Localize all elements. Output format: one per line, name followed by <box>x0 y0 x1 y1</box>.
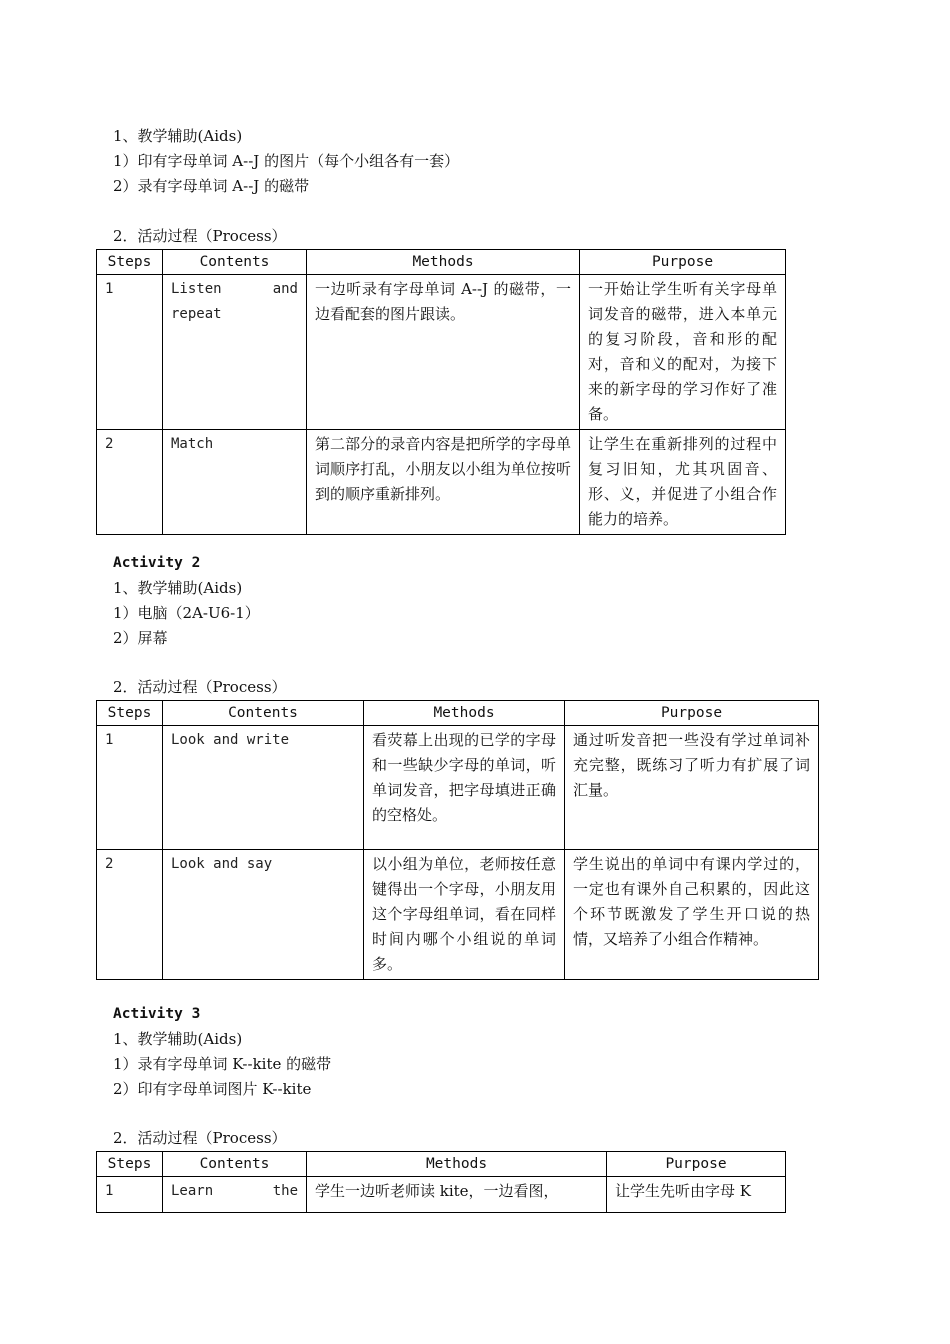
table-header-row <box>97 250 786 275</box>
methods-cell: 以小组为单位，老师按任意键得出一个字母，小朋友用这个字母组单词，看在同样时间内哪个小组说的单词多。 <box>364 850 565 980</box>
process-heading-3: 2．活动过程（Process） <box>113 1129 287 1147</box>
header-purpose: Purpose <box>565 701 819 726</box>
contents-cell: Look and write <box>163 726 364 850</box>
step-cell: 2 <box>97 430 163 535</box>
purpose-cell: 让学生先听由字母 K <box>607 1177 786 1213</box>
table-header-row <box>97 1152 786 1177</box>
aids-item: 1）印有字母单词 A--J 的图片（每个小组各有一套） <box>113 152 460 170</box>
activity-title-2: Activity 2 <box>113 555 201 571</box>
table-row <box>97 1177 786 1213</box>
header-contents: Contents <box>163 1152 307 1177</box>
activity-title-3: Activity 3 <box>113 1006 201 1022</box>
purpose-cell: 学生说出的单词中有课内学过的，一定也有课外自己积累的，因此这个环节既激发了学生开口说的热情，又培养了小组合作精神。 <box>565 850 819 980</box>
methods-cell: 学生一边听老师读 kite，一边看图， <box>307 1177 607 1213</box>
aids-item: 2）印有字母单词图片 K--kite <box>113 1080 312 1098</box>
purpose-cell: 通过听发音把一些没有学过单词补充完整，既练习了听力有扩展了词汇量。 <box>565 726 819 850</box>
table-header-row <box>97 701 819 726</box>
table-row <box>97 430 786 535</box>
contents-cell: Learn the <box>163 1177 307 1213</box>
table-row <box>97 850 819 980</box>
step-cell: 1 <box>97 1177 163 1213</box>
step-cell: 1 <box>97 726 163 850</box>
process-table-2 <box>96 700 819 980</box>
header-steps: Steps <box>97 701 163 726</box>
process-heading-2: 2．活动过程（Process） <box>113 678 287 696</box>
process-heading-1: 2．活动过程（Process） <box>113 227 287 245</box>
contents-cell: Look and say <box>163 850 364 980</box>
header-purpose: Purpose <box>607 1152 786 1177</box>
process-table-3 <box>96 1151 786 1213</box>
header-contents: Contents <box>163 701 364 726</box>
methods-cell: 一边听录有字母单词 A--J 的磁带，一边看配套的图片跟读。 <box>307 275 580 430</box>
methods-cell: 看荧幕上出现的已学的字母和一些缺少字母的单词，听单词发音，把字母填进正确的空格处。 <box>364 726 565 850</box>
methods-cell: 第二部分的录音内容是把所学的字母单词顺序打乱，小朋友以小组为单位按听到的顺序重新排列。 <box>307 430 580 535</box>
table-row <box>97 726 819 850</box>
step-cell: 2 <box>97 850 163 980</box>
header-methods: Methods <box>307 250 580 275</box>
aids-item: 2）录有字母单词 A--J 的磁带 <box>113 177 310 195</box>
aids-heading-2: 1、教学辅助(Aids) <box>113 579 243 597</box>
header-contents: Contents <box>163 250 307 275</box>
table-row <box>97 275 786 430</box>
aids-item: 1）录有字母单词 K--kite 的磁带 <box>113 1055 332 1073</box>
header-steps: Steps <box>97 1152 163 1177</box>
header-purpose: Purpose <box>580 250 786 275</box>
header-methods: Methods <box>364 701 565 726</box>
aids-item: 2）屏幕 <box>113 629 168 647</box>
process-table-1 <box>96 249 786 535</box>
header-steps: Steps <box>97 250 163 275</box>
header-methods: Methods <box>307 1152 607 1177</box>
aids-heading-1: 1、教学辅助(Aids) <box>113 127 243 145</box>
purpose-cell: 一开始让学生听有关字母单词发音的磁带，进入本单元的复习阶段，音和形的配对，音和义的配对，为接下来的新字母的学习作好了准备。 <box>580 275 786 430</box>
step-cell: 1 <box>97 275 163 430</box>
purpose-cell: 让学生在重新排列的过程中复习旧知，尤其巩固音、形、义，并促进了小组合作能力的培养。 <box>580 430 786 535</box>
contents-cell: Listen and repeat <box>163 275 307 430</box>
contents-cell: Match <box>163 430 307 535</box>
aids-item: 1）电脑（2A-U6-1） <box>113 604 260 622</box>
aids-heading-3: 1、教学辅助(Aids) <box>113 1030 243 1048</box>
